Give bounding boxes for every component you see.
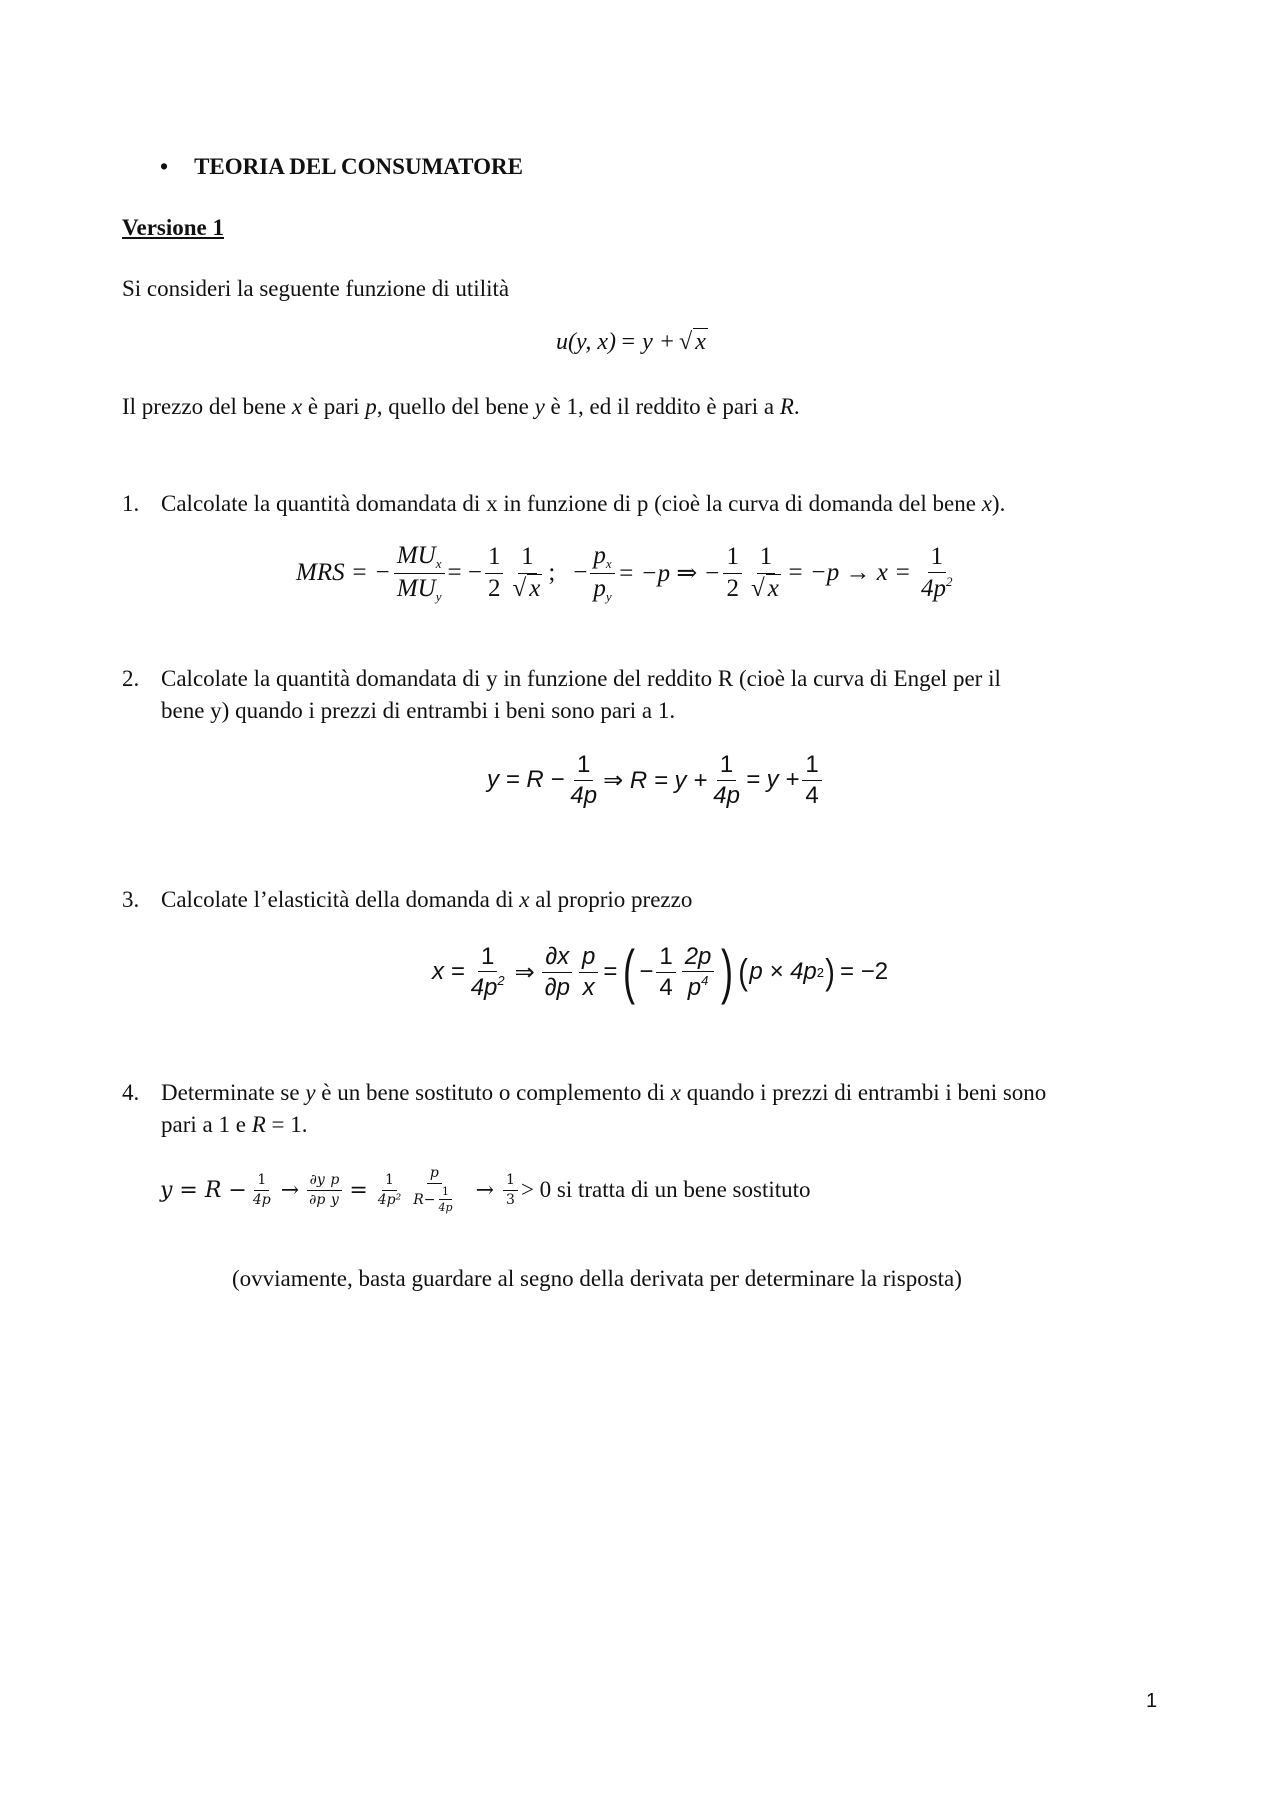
eq1-mrs: MRS = − [296, 559, 391, 586]
question-3-number: 3. [122, 887, 140, 912]
question-4-text-line1 [161, 1080, 1046, 1106]
eq2-one-b: 1 [717, 752, 736, 780]
eq1-one-b: 1 [518, 544, 537, 573]
eq3-p: p [579, 944, 598, 972]
price-text-1: Il prezzo del bene [122, 394, 292, 419]
q3-text-b: al proprio prezzo [529, 887, 693, 912]
eq2-mid2: = y + [745, 766, 800, 793]
eq4-den-b: 4p² [377, 1191, 402, 1208]
eq2-frac-b [710, 752, 743, 807]
q4-text-line2-a: pari a 1 e [161, 1112, 252, 1137]
eq3-frac-demand [468, 944, 508, 1000]
eq3-x: x [582, 973, 595, 1001]
eq1-frac-mu [394, 543, 445, 603]
eq1-py: p [593, 574, 606, 602]
utility-equation [556, 328, 708, 356]
eq3-one-b: 1 [656, 944, 675, 972]
version-label: Versione 1 [122, 215, 225, 240]
eq1-eq-minus-p2: = −p → x = [786, 559, 912, 586]
eq1-den-e: 4p [921, 575, 947, 602]
eq3-result: = −2 [840, 958, 889, 985]
eq1-two-a: 2 [487, 574, 501, 602]
eq4-R-den: R− [413, 1191, 436, 1208]
price-text-2: è pari [302, 394, 366, 419]
eq3-prod-sup: 2 [816, 964, 825, 980]
eq4-one-c: 1 [439, 1186, 452, 1201]
equation-1 [296, 538, 959, 608]
eq1-muy: MU [396, 574, 436, 602]
question-1-text [161, 491, 1005, 517]
q1-text-a: Calcolate la quantità domandata di x in funzione di p (cioè la curva di domanda del bene [161, 491, 982, 516]
eq1-eq-minus-p: = −p ⇒ − [617, 560, 721, 587]
eq1-frac-sqrt-a [509, 544, 545, 602]
eq1-py-sub: y [605, 588, 612, 604]
eq1-eq-minus: = − [447, 559, 482, 586]
eq3-implies: ⇒ [514, 958, 535, 986]
eq3-paren-close: ) [721, 938, 734, 1005]
eq3-four: 4 [659, 973, 673, 1001]
eq3-den: 4p [470, 974, 498, 1001]
eq4-frac-b [375, 1173, 404, 1207]
eq3-dp: ∂p [544, 973, 570, 1001]
question-4-number: 4. [122, 1080, 140, 1105]
eq1-one-e: 1 [928, 544, 947, 573]
q4-text-b: è un bene sostituto o complemento di [315, 1080, 671, 1105]
q4-text-c: quando i prezzi di entrambi i beni sono [680, 1080, 1047, 1105]
question-4-text-line2 [161, 1112, 307, 1138]
utility-radicand: x [695, 329, 706, 355]
eq4-eq: = [349, 1177, 368, 1203]
eq2-mid: ⇒ R = y + [603, 766, 708, 794]
eq4-p-num: p [427, 1166, 442, 1184]
eq3-prod: p × 4p [749, 958, 817, 985]
eq3-den-sup: 2 [497, 973, 505, 988]
q4-text-a: Determinate se [161, 1080, 306, 1105]
eq4-frac-d [503, 1173, 518, 1207]
eq1-one-c: 1 [723, 544, 742, 573]
eq1-px: p [593, 541, 606, 569]
eq4-p: p [327, 1173, 342, 1191]
price-text-5: . [793, 394, 800, 419]
eq3-minus: − [639, 958, 654, 985]
q3-text-a: Calcolate l’elasticità della domanda di [161, 887, 520, 912]
eq4-arrow2: → [475, 1177, 495, 1203]
eq3-frac-quarter [656, 944, 675, 999]
bullet: • [160, 154, 169, 179]
question-1-number: 1. [122, 491, 140, 516]
page-number: 1 [1146, 1690, 1158, 1712]
eq3-dx: ∂x [542, 944, 572, 972]
sqrt-sign: √ [750, 574, 765, 602]
sqrt-sign: √ [679, 328, 693, 355]
eq1-frac-half-a [485, 544, 504, 602]
utility-rhs: = y + [619, 328, 676, 355]
eq2-one-a: 1 [574, 752, 593, 780]
equation-4 [160, 1160, 811, 1220]
eq4-one-b: 1 [382, 1173, 397, 1191]
note-text: (ovviamente, basta guardare al segno della derivata per determinare la risposta) [232, 1266, 962, 1291]
sqrt-sign: √ [512, 574, 527, 602]
eq1-minus: − [573, 559, 588, 586]
eq3-frac-deriv [542, 944, 573, 999]
eq3-twop: 2p [682, 944, 715, 972]
eq1-sqrtx-b: x [767, 574, 779, 602]
section-heading [160, 154, 523, 180]
q4-var-x: x [670, 1080, 681, 1105]
eq4-one-a: 1 [254, 1173, 269, 1191]
eq1-two-c: 2 [726, 574, 739, 602]
eq4-den-d: 3 [506, 1191, 515, 1208]
price-text-4: è 1, ed il reddito è pari a [544, 394, 780, 419]
q4-var-R: R [251, 1112, 266, 1137]
eq4-one-d: 1 [503, 1173, 518, 1191]
eq1-mux-sub: x [435, 555, 442, 571]
eq3-frac-px [579, 944, 598, 999]
eq4-dy: ∂y [307, 1173, 328, 1191]
eq4-lhs: y = R − [160, 1177, 247, 1203]
eq1-mux: MU [396, 541, 436, 569]
utility-lhs: u(y, x) [556, 328, 616, 355]
eq3-paren-open: ( [623, 938, 636, 1005]
eq2-den-c: 4 [805, 781, 819, 809]
eq3-eq: = [603, 958, 618, 985]
eq1-frac-sqrt-b [748, 544, 784, 602]
eq4-dp: ∂p [309, 1191, 326, 1208]
eq2-frac-c [802, 752, 821, 807]
eq1-px-sub: x [605, 555, 612, 571]
eq1-frac-result [918, 544, 956, 603]
eq3-paren2-close: ) [825, 951, 835, 992]
q1-text-b: ). [991, 491, 1006, 516]
eq4-den-a: 4p [252, 1191, 271, 1208]
price-var-y: y [534, 394, 545, 419]
question-3-text [161, 887, 692, 913]
eq4-frac-deriv [306, 1173, 328, 1207]
equation-3 [432, 937, 888, 1007]
eq3-paren2-open: ( [738, 951, 749, 992]
eq1-one-a: 1 [485, 544, 504, 573]
eq4-tail: > 0 si tratta di un bene sostituto [520, 1177, 811, 1202]
eq1-sqrtx-a: x [529, 574, 541, 602]
price-statement [122, 394, 800, 420]
q4-var-y: y [305, 1080, 316, 1105]
eq1-muy-sub: y [435, 588, 442, 604]
heading-title: TEORIA DEL CONSUMATORE [194, 154, 523, 179]
question-2-text-line2: bene y) quando i prezzi di entrambi i beni sono pari a 1. [161, 698, 676, 723]
eq4-frac-a [250, 1173, 274, 1207]
price-var-R: R [779, 394, 794, 419]
eq2-den-a: 4p [570, 781, 598, 809]
eq2-den-b: 4p [713, 781, 740, 809]
eq1-den-e-sup: 2 [946, 574, 953, 589]
eq3-p4: p [687, 974, 702, 1001]
intro-text: Si consideri la seguente funzione di utilità [122, 276, 510, 301]
eq2-lhs: y = R − [487, 766, 565, 793]
eq4-frac-p-over-R [410, 1166, 458, 1214]
eq1-semicolon: ; [548, 559, 556, 586]
eq4-arrow1: → [280, 1177, 300, 1203]
eq4-frac-py [327, 1173, 342, 1207]
q1-var-x: x [981, 491, 992, 516]
eq2-one-c: 1 [802, 752, 821, 780]
eq3-one: 1 [478, 944, 497, 972]
eq4-y: y [330, 1191, 339, 1208]
eq4-den-c: 4p [438, 1201, 453, 1215]
price-var-p: p [365, 394, 377, 419]
eq2-frac-a [567, 752, 600, 807]
equation-2 [487, 748, 825, 812]
q3-var-x: x [519, 887, 530, 912]
price-var-x: x [291, 394, 303, 419]
eq1-frac-half-c [723, 544, 742, 602]
eq3-frac-2p [682, 944, 715, 1000]
question-2-text-line1: Calcolate la quantità domandata di y in funzione del reddito R (cioè la curva di Engel per il [161, 666, 1001, 691]
q4-text-line2-b: = 1. [265, 1112, 308, 1137]
eq3-p4-sup: 4 [701, 973, 709, 988]
eq3-lhs: x = [432, 958, 465, 985]
question-2-number: 2. [122, 666, 140, 691]
eq1-one-d: 1 [757, 544, 776, 573]
price-text-3: , quello del bene [376, 394, 535, 419]
eq4-frac-c [436, 1186, 456, 1214]
eq1-frac-prices [590, 543, 614, 603]
